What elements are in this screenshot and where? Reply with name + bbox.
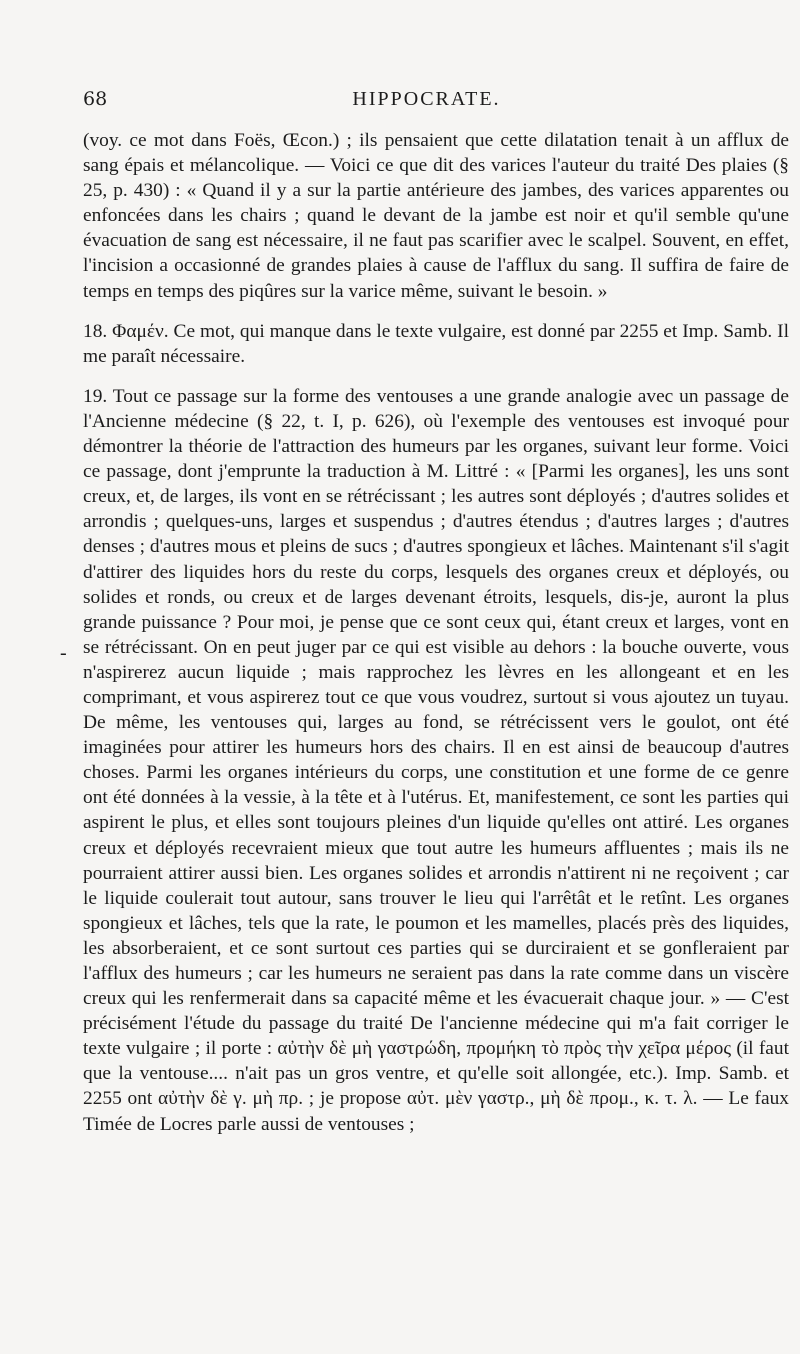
note-19: 19. Tout ce passage sur la forme des ventouses a une grande analogie avec un passage de l'Ancienne médecine (§ 22, t. I, p. 626), où l'exemple des ventouses est invoqué pour démontrer la théorie de l'attraction des humeurs par les organes, suivant leur forme. Voici ce passage, dont j'emprunte la traduction à M. Littré : « [Parmi les organes], les uns sont creux, et, de larges, ils vont en se rétrécissant ; les autres sont déployés ; d'autres solides et arrondis ; quelques-uns, larges et suspendus ; d'autres étendus ; d'autres larges ; d'autres denses ; d'autres mous et pleins de sucs ; d'autres spongieux et lâches. Maintenant s'il s'agit d'attirer des liquides hors du reste du corps, lesquels des organes creux et déployés, ou solides et ronds, ou creux et de larges devenant étroits, lesquels, dis-je, auront la plus grande puissance ? Pour moi, je pense que ce sont ceux qui, étant creux et larges, vont en se rétrécissant. On en peut juger par ce qui est visible au dehors : la bouche ouverte, vous n'aspirerez aucun liquide ; mais rapprochez les lèvres en les allongeant et en les comprimant, et vous aspirerez tout ce que vous voudrez, surtout si vous ajoutez un tuyau. De même, les ventouses qui, larges au fond, se rétrécissent vers le goulot, ont été imaginées pour attirer les humeurs hors des chairs. Il en est ainsi de beaucoup d'autres choses. Parmi les organes intérieurs du corps, une constitution et une forme de ce genre ont été données à la vessie, à la tête et à l'utérus. Et, manifestement, ce sont les parties qui aspirent le plus, et elles sont toujours pleines d'un liquide qu'elles ont attiré. Les organes creux et déployés recevraient mieux que tout autre les humeurs affluentes ; mais ils ne pourraient attirer aussi bien. Les organes solides et arrondis n'attirent ni ne reçoivent ; car le liquide coulerait tout autour, sans trouver le lieu qui l'arrêtât et le retînt. Les organes spongieux et lâches, tels que la rate, le poumon et les mamelles, placés près des liquides, les absorberaient, et ce sont surtout ces parties qui se durciraient et se gonfleraient par l'afflux des humeurs ; car les humeurs ne seraient pas dans la rate comme dans un viscère creux qui les renfermerait dans sa capacité même et les évacuerait chaque jour. » — C'est précisément l'étude du passage du traité De l'ancienne médecine qui m'a fait corriger le texte vulgaire ; il porte : αὐτὴν δὲ μὴ γαστρώδη, προμήκη τὸ πρὸς τὴν χεῖρα μέρος (il faut que la ventouse.... n'ait pas un gros ventre, et qu'elle soit allongée, etc.). Imp. Samb. et 2255 ont αὐτὴν δὲ γ. μὴ πρ. ; je propose αὐτ. μὲν γαστρ., μὴ δὲ προμ., κ. τ. λ. — Le faux Timée de Locres parle aussi de ventouses ; (83, 385, 789, 1135)
page-number: 68 (83, 88, 108, 110)
paragraph-continuation: (voy. ce mot dans Foës, Œcon.) ; ils pensaient que cette dilatation tenait à un afflux de sang épais et mélancolique. — Voici ce que dit des varices l'auteur du traité Des plaies (§ 25, p. 430) : « Quand il y a sur la partie antérieure des jambes, des varices apparentes ou enfoncées dans les chairs ; quand le devant de la jambe est noir et qu'il semble qu'une évacuation de sang est nécessaire, il ne faut pas scarifier avec le scalpel. Souvent, en effet, l'incision a occasionné de grandes plaies à cause de l'afflux du sang. Il suffira de faire de temps en temps des piqûres sur la varice même, suivant le besoin. » (83, 130, 789, 302)
margin-mark: - (60, 642, 67, 664)
running-head (83, 88, 770, 116)
note-18: 18. Φαμέν. Ce mot, qui manque dans le texte vulgaire, est donné par 2255 et Imp. Samb. Il me paraît nécessaire. (83, 320, 789, 367)
page-body (83, 128, 789, 1152)
running-title: HIPPOCRATE. (352, 88, 501, 110)
